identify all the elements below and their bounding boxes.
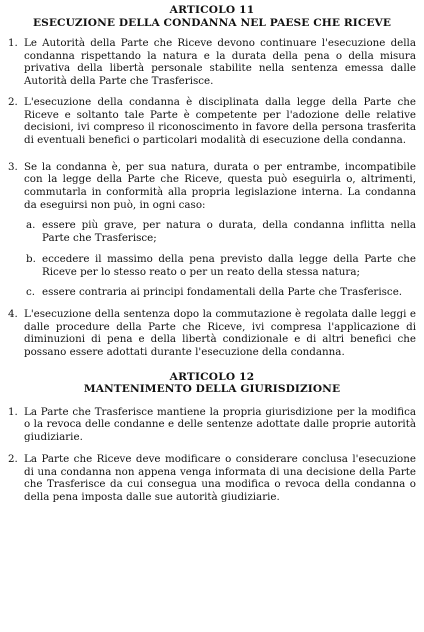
article-11-subitem-c <box>26 286 416 299</box>
paragraph-text: La Parte che Riceve deve modificare o considerare conclusa l'esecuzione di una condanna non appena venga informata di una decisione della Parte che Trasferisce da cui consegua una modifica o revoca della condanna o della pena imposta dalle sue autorità giudiziarie. <box>24 452 416 503</box>
paragraph-text: La Parte che Trasferisce mantiene la propria giurisdizione per la modifica o la revoca delle condanne e delle sentenze adottate dalle proprie autorità giudiziarie. <box>24 405 416 444</box>
paragraph-number: 2. <box>8 95 18 108</box>
article-11-heading <box>8 4 416 29</box>
paragraph-text: L'esecuzione della condanna è disciplinata dalla legge della Parte che Riceve e soltanto tale Parte è competente per l'adozione delle relative decisioni, ivi compreso il riconoscimento in favore della persona trasferita di eventuali benefici o particolari modalità di esecuzione della condanna. <box>24 95 416 146</box>
paragraph-number: 3. <box>8 160 18 173</box>
article-11-paragraph-2 <box>8 96 416 147</box>
subitem-letter: b. <box>26 252 36 265</box>
subitem-text: essere più grave, per natura o durata, della condanna inflitta nella Parte che Trasferisce; <box>42 219 416 245</box>
article-12-number: ARTICOLO 12 <box>169 370 255 383</box>
paragraph-number: 2. <box>8 452 18 465</box>
paragraph-text: Se la condanna è, per sua natura, durata o per entrambe, incompatibile con la legge della Parte che Riceve, questa può eseguirla o, altrimenti, commutarla in conformità alla propria legislazione interna. La condanna da eseguirsi non può, in ogni caso: <box>24 160 416 211</box>
paragraph-number: 1. <box>8 37 18 49</box>
article-11-subitem-b <box>26 253 416 278</box>
article-12-heading <box>8 371 416 396</box>
paragraph-number: 4. <box>8 307 18 320</box>
paragraph-text: L'esecuzione della sentenza dopo la commutazione è regolata dalle leggi e dalle procedure della Parte che Riceve, ivi compresa l'applicazione di diminuzioni di pena e della libertà condizionale e di altri benefici che possano essere adottati durante l'esecuzione della condanna. <box>24 307 416 359</box>
subitem-letter: c. <box>26 286 36 299</box>
article-11-paragraph-1 <box>8 37 416 88</box>
article-11-paragraph-3 <box>8 161 416 212</box>
subitem-text: essere contraria ai principi fondamentali della Parte che Trasferisce. <box>42 286 403 299</box>
article-11-subitem-a <box>26 219 416 244</box>
paragraph-text: Le Autorità della Parte che Riceve devono continuare l'esecuzione della condanna rispettando la natura e la durata della pena o della misura privativa della libertà personale stabilite nella sentenza emessa dalle Autorità della Parte che Trasferisce. <box>24 37 416 88</box>
article-11-number: ARTICOLO 11 <box>169 4 255 16</box>
subitem-letter: a. <box>26 219 36 232</box>
article-11-title: ESECUZIONE DELLA CONDANNA NEL PAESE CHE RICEVE <box>32 16 392 29</box>
article-12-title: MANTENIMENTO DELLA GIURISDIZIONE <box>83 383 341 396</box>
article-12-paragraph-1 <box>8 406 416 444</box>
subitem-text: eccedere il massimo della pena previsto dalla legge della Parte che Riceve per lo stesso reato o per un reato della stessa natura; <box>42 252 416 278</box>
article-11-paragraph-4 <box>8 308 416 359</box>
paragraph-number: 1. <box>8 405 18 418</box>
article-12-paragraph-2 <box>8 453 416 504</box>
